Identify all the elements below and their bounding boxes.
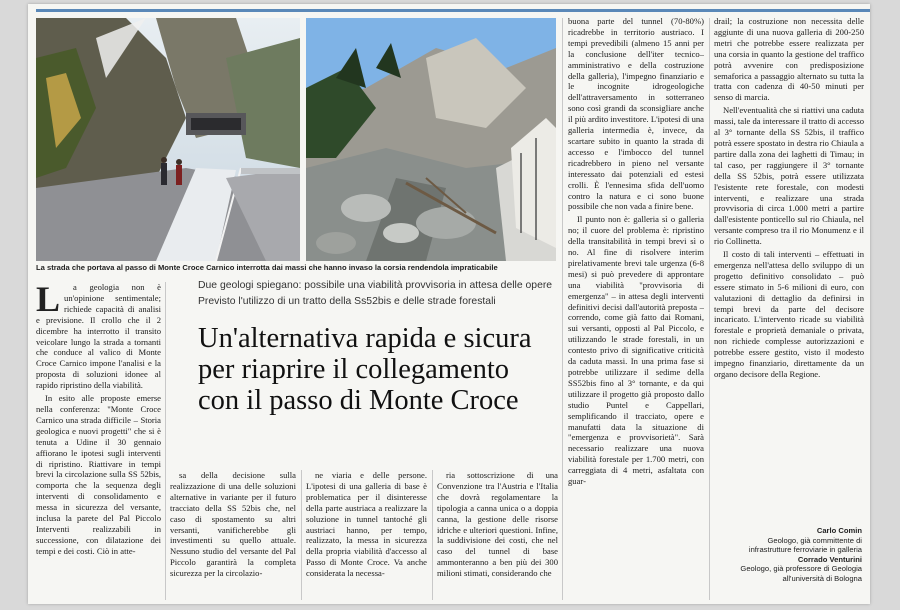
article-column-4 — [437, 470, 558, 602]
rockfall-photo — [306, 18, 556, 261]
column-divider — [432, 470, 433, 600]
author-role-1a: Geologo, già committente di — [767, 535, 862, 545]
col2-text: sa della decisione sulla realizzazione di una delle soluzioni alternative in variante per il futuro tracciato della SS 52bis che, nel caso di spostamento su altri versanti, vanificherebbe gli investimenti su quello attuale. Nessuno studio del versante del Pal Piccolo garantirà la completa sicurezza per la circolazio- — [170, 470, 296, 579]
mountain-road-photo — [36, 18, 300, 261]
dropcap: L — [36, 282, 61, 319]
col5-paragraph-1: buona parte del tunnel (70-80%) ricadrebbe in territorio austriaco. I tempi prevedibili (almeno 15 anni per la conclusione dell'iter tecnico–amministrativo e della costruzione della galleria), l'impegno finanziario e le incognite idrogeologiche dell'attraversamento in sotterraneo sono così grandi da sconsigliare anche il più ardito investitore. L'ipotesi di una galleria intermedia è, invece, da scartare subito in quanto la strada di accesso e l'imbocco del tunnel ricadrebbero in pieno nel versante interessato dai potenziali ed estesi crolli. È l'ennesima sfida dell'uomo contro la natura e ci sono buone possibile che non vada a finire bene. — [568, 16, 704, 212]
article-column-5 — [568, 16, 704, 600]
newspaper-page — [28, 4, 870, 604]
author-name-1: Carlo Comin — [816, 526, 862, 535]
col4-text: ria sottoscrizione di una Convenzione tra l'Austria e l'Italia che dovrà regolamentare la tipologia a canna unica o a doppia canna, la gestione delle risorse idriche e ulteriori questioni. Infine, la suddivisione dei costi, che nel caso del tunnel di base ammonteranno a ben più dei 300 milioni stimati, considerando che — [437, 470, 558, 579]
photo-right-graphic — [306, 18, 556, 261]
kicker-line-1: Due geologi spiegano: possibile una viabilità provvisoria in attesa delle opere — [198, 280, 553, 291]
headline-line-2: per riaprire il collegamento — [198, 354, 509, 385]
col6-paragraph-1: drail; la costruzione non necessita delle aggiunte di una nuova galleria di 200-250 metri che potrebbe essere realizzata per una corsia in quanto la gestione del traffico potrà avvenire con predisposizione semaforica a passaggio alternato su tutta la tratta con cadenza di 40-50 minuti per senso di marcia. — [714, 16, 864, 103]
article-column-6 — [714, 16, 864, 526]
signature-block — [740, 526, 862, 584]
col1-paragraph-1: a geologia non è un'opinione sentimentale; richiede capacità di analisi e previsione. Il crollo che il 2 dicembre ha interrotto il transito veicolare lungo la strada a tornanti che conduce al valico di Monte Croce Carnico impone l'analisi e la proposta di soluzioni idonee al rapido ripristino della viabilità. — [36, 282, 161, 391]
top-rule — [36, 9, 870, 12]
column-divider — [165, 282, 166, 600]
kicker-line-2: Previsto l'utilizzo di un tratto della Ss52bis e delle strade forestali — [198, 296, 496, 307]
col6-paragraph-3: Il costo di tali interventi – effettuati in emergenza nell'attesa dello sviluppo di un progetto definitivo consolidato – può essere stimato in 5-6 milioni di euro, con valutazioni di dettaglio da definirsi in tempi brevi da parte del decisore incaricato. L'intervento ricade su viabilità forestale e proprietà demaniale o privata, non richiede complesse autorizzazioni e potrebbe essere gestito, visto il modesto impegno finanziario, direttamente da un organo decisore della Regione. — [714, 249, 864, 379]
author-role-2a: Geologo, già professore di Geologia — [740, 564, 862, 574]
col3-text: ne viaria e delle persone. L'ipotesi di una galleria di base è problematica per il disinteresse della parte austriaca a realizzare la soluzione in tunnel tantoché gli austriaci hanno, per tempo, realizzato, la messa in sicurezza della propria viabilità d'accesso al Passo di Monte Croce. Va anche considerata la necessa- — [306, 470, 427, 579]
column-divider — [709, 18, 710, 600]
col6-paragraph-2: Nell'eventualità che si riattivi una caduta massi, tale da interessare il tratto di accesso al 3° tornante della SS 52bis, il traffico potrà essere spostato in destra rio Chiaula a partire dalla zona dei laghetti di Timau; in tal caso, per raggiungere il 3° tornante della SS 52bis, potrà essere utilizzata l'esistente rete forestale, con modesti interventi, e realizzare una strada provvisoria di circa 1.000 metri a partire dall'esistente ponticello sul rio Chiaula, nel versante compreso tra il rio Monumenz e il rio Collinetta. — [714, 105, 864, 247]
author-role-2b: all'università di Bologna — [782, 573, 862, 583]
col1-paragraph-2: In esito alle proposte emerse nella conferenza: "Monte Croce Carnico una strada difficile – Storia geologica e nuovi progetti" che si è tenuta a Udine il 30 gennaio affiorano le ipotesi sugli interventi di ripristino. Riattivare in tempi brevi la circolazione sulla SS 52bis, comporta che la sequenza degli interventi di consolidamento e messa in sicurezza del versante, inclusa la parete del Pal Piccolo Interventi realizzabili in successione, con dilatazione dei tempi e dei costi. Ciò in atte- — [36, 393, 161, 556]
author-role-1b: infrastrutture ferroviarie in galleria — [748, 545, 862, 555]
col5-paragraph-2: Il punto non è: galleria sì o galleria no; il cuore del problema è: ripristino della transitabilità in tempi brevi sì o no. Al fine di risolvere interim pirelativamente brevi tale urgenza (6-8 mesi) si può prevedere di approntare una viabilità "provvisoria di emergenza" – in attesa degli interventi definitivi decisi dall'autorità preposta – correndo, come già fatto dai Romani, sui versanti, opposti al Pal Piccolo, e utilizzando le strade forestali, in un contesto privo di significative criticità da caduta massi. In una prima fase si potrebbe utilizzare il sedime della SS52bis fino al 3° tornante, e da qui utilizzare il progetto già proposto dallo studio Puntel e Cappellari, semplificando il tracciato, opere e manufatti data la situazione di "emergenza e provvisorietà". Sarà necessario realizzare una nuova viabilità forestale per 1.700 metri, con carreggiata di 4 metri, asfaltata con guar- — [568, 214, 704, 487]
author-name-2: Corrado Venturini — [797, 554, 862, 564]
headline-line-3: con il passo di Monte Croce — [198, 385, 519, 416]
headline — [198, 323, 618, 416]
article-column-2 — [170, 470, 296, 602]
photo-left-graphic — [36, 18, 300, 261]
headline-line-1: Un'alternativa rapida e sicura — [198, 323, 532, 354]
column-divider — [301, 470, 302, 600]
article-column-3 — [306, 470, 427, 602]
photo-caption: La strada che portava al passo di Monte Croce Carnico interrotta dai massi che hanno invaso la corsia rendendola impraticabile — [36, 263, 498, 272]
article-column-1 — [36, 282, 161, 602]
column-divider — [562, 18, 563, 600]
